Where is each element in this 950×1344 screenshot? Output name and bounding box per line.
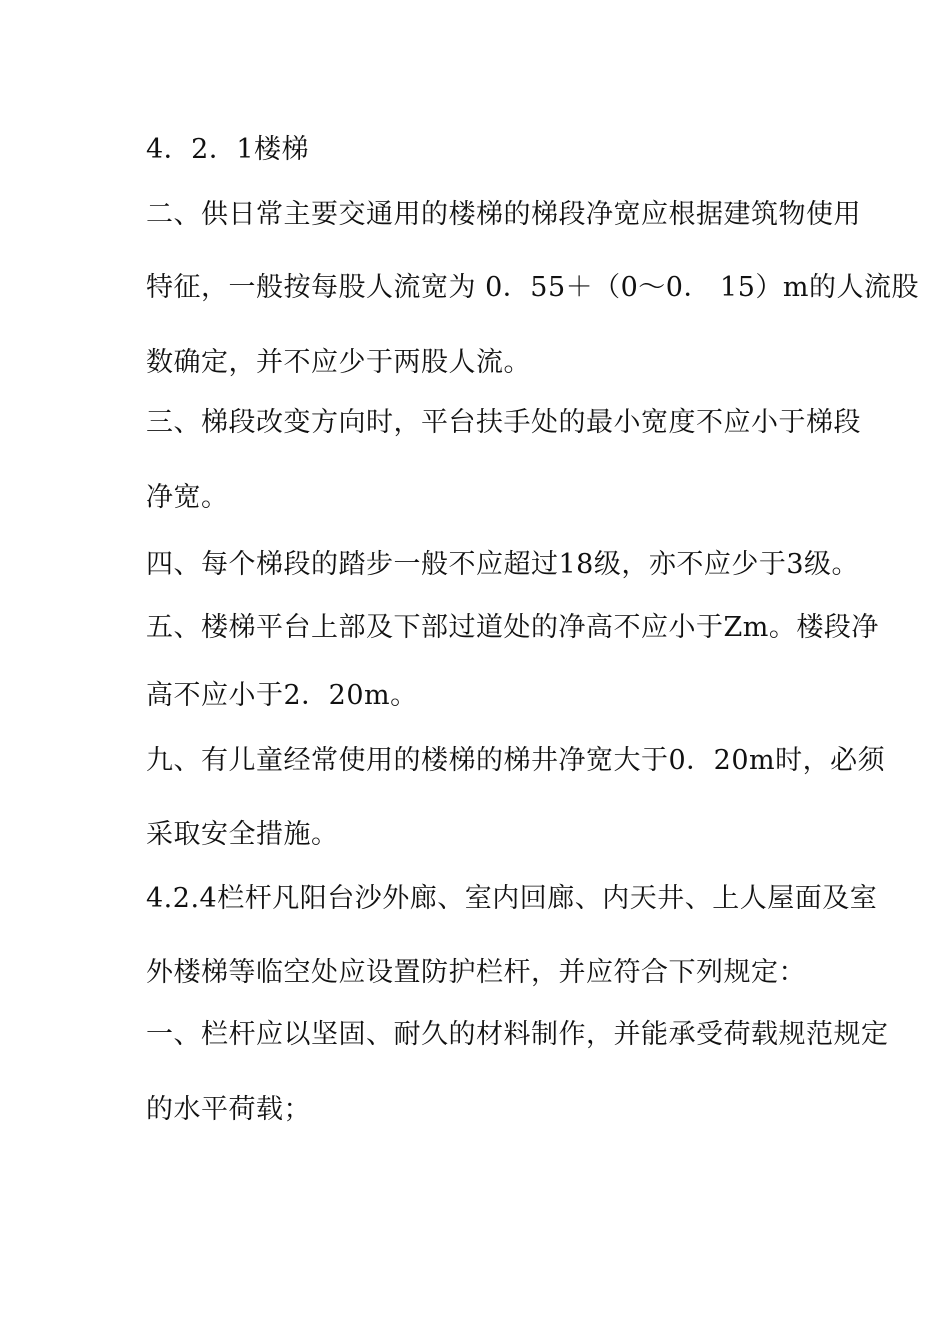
paragraph-line: 九、有儿童经常使用的楼梯的梯井净宽大于0．20m时，必须 — [146, 745, 886, 776]
paragraph-line: 的水平荷载； — [146, 1094, 311, 1125]
paragraph-line: 外楼梯等临空处应设置防护栏杆，并应符合下列规定： — [146, 957, 806, 988]
paragraph-line: 采取安全措施。 — [146, 819, 339, 850]
paragraph-line: 高不应小于2．20m。 — [146, 680, 418, 711]
section-heading-4-2-4: 4.2.4栏杆凡阳台沙外廊、室内回廊、内天井、上人屋面及室 — [146, 883, 878, 914]
paragraph-line: 一、栏杆应以坚固、耐久的材料制作，并能承受荷载规范规定 — [146, 1019, 889, 1050]
section-heading-4-2-1: 4．2．1楼梯 — [146, 134, 310, 165]
paragraph-line: 特征，一般按每股人流宽为 0．55＋（0～0． 15）m的人流股 — [146, 272, 920, 303]
paragraph-line: 二、供日常主要交通用的楼梯的梯段净宽应根据建筑物使用 — [146, 199, 861, 230]
paragraph-line: 数确定，并不应少于两股人流。 — [146, 347, 531, 378]
paragraph-line: 三、梯段改变方向时，平台扶手处的最小宽度不应小于梯段 — [146, 407, 861, 438]
paragraph-line: 净宽。 — [146, 482, 229, 513]
paragraph-line: 五、楼梯平台上部及下部过道处的净高不应小于Zm。楼段净 — [146, 612, 879, 643]
paragraph-line: 四、每个梯段的踏步一般不应超过18级，亦不应少于3级。 — [146, 549, 860, 580]
